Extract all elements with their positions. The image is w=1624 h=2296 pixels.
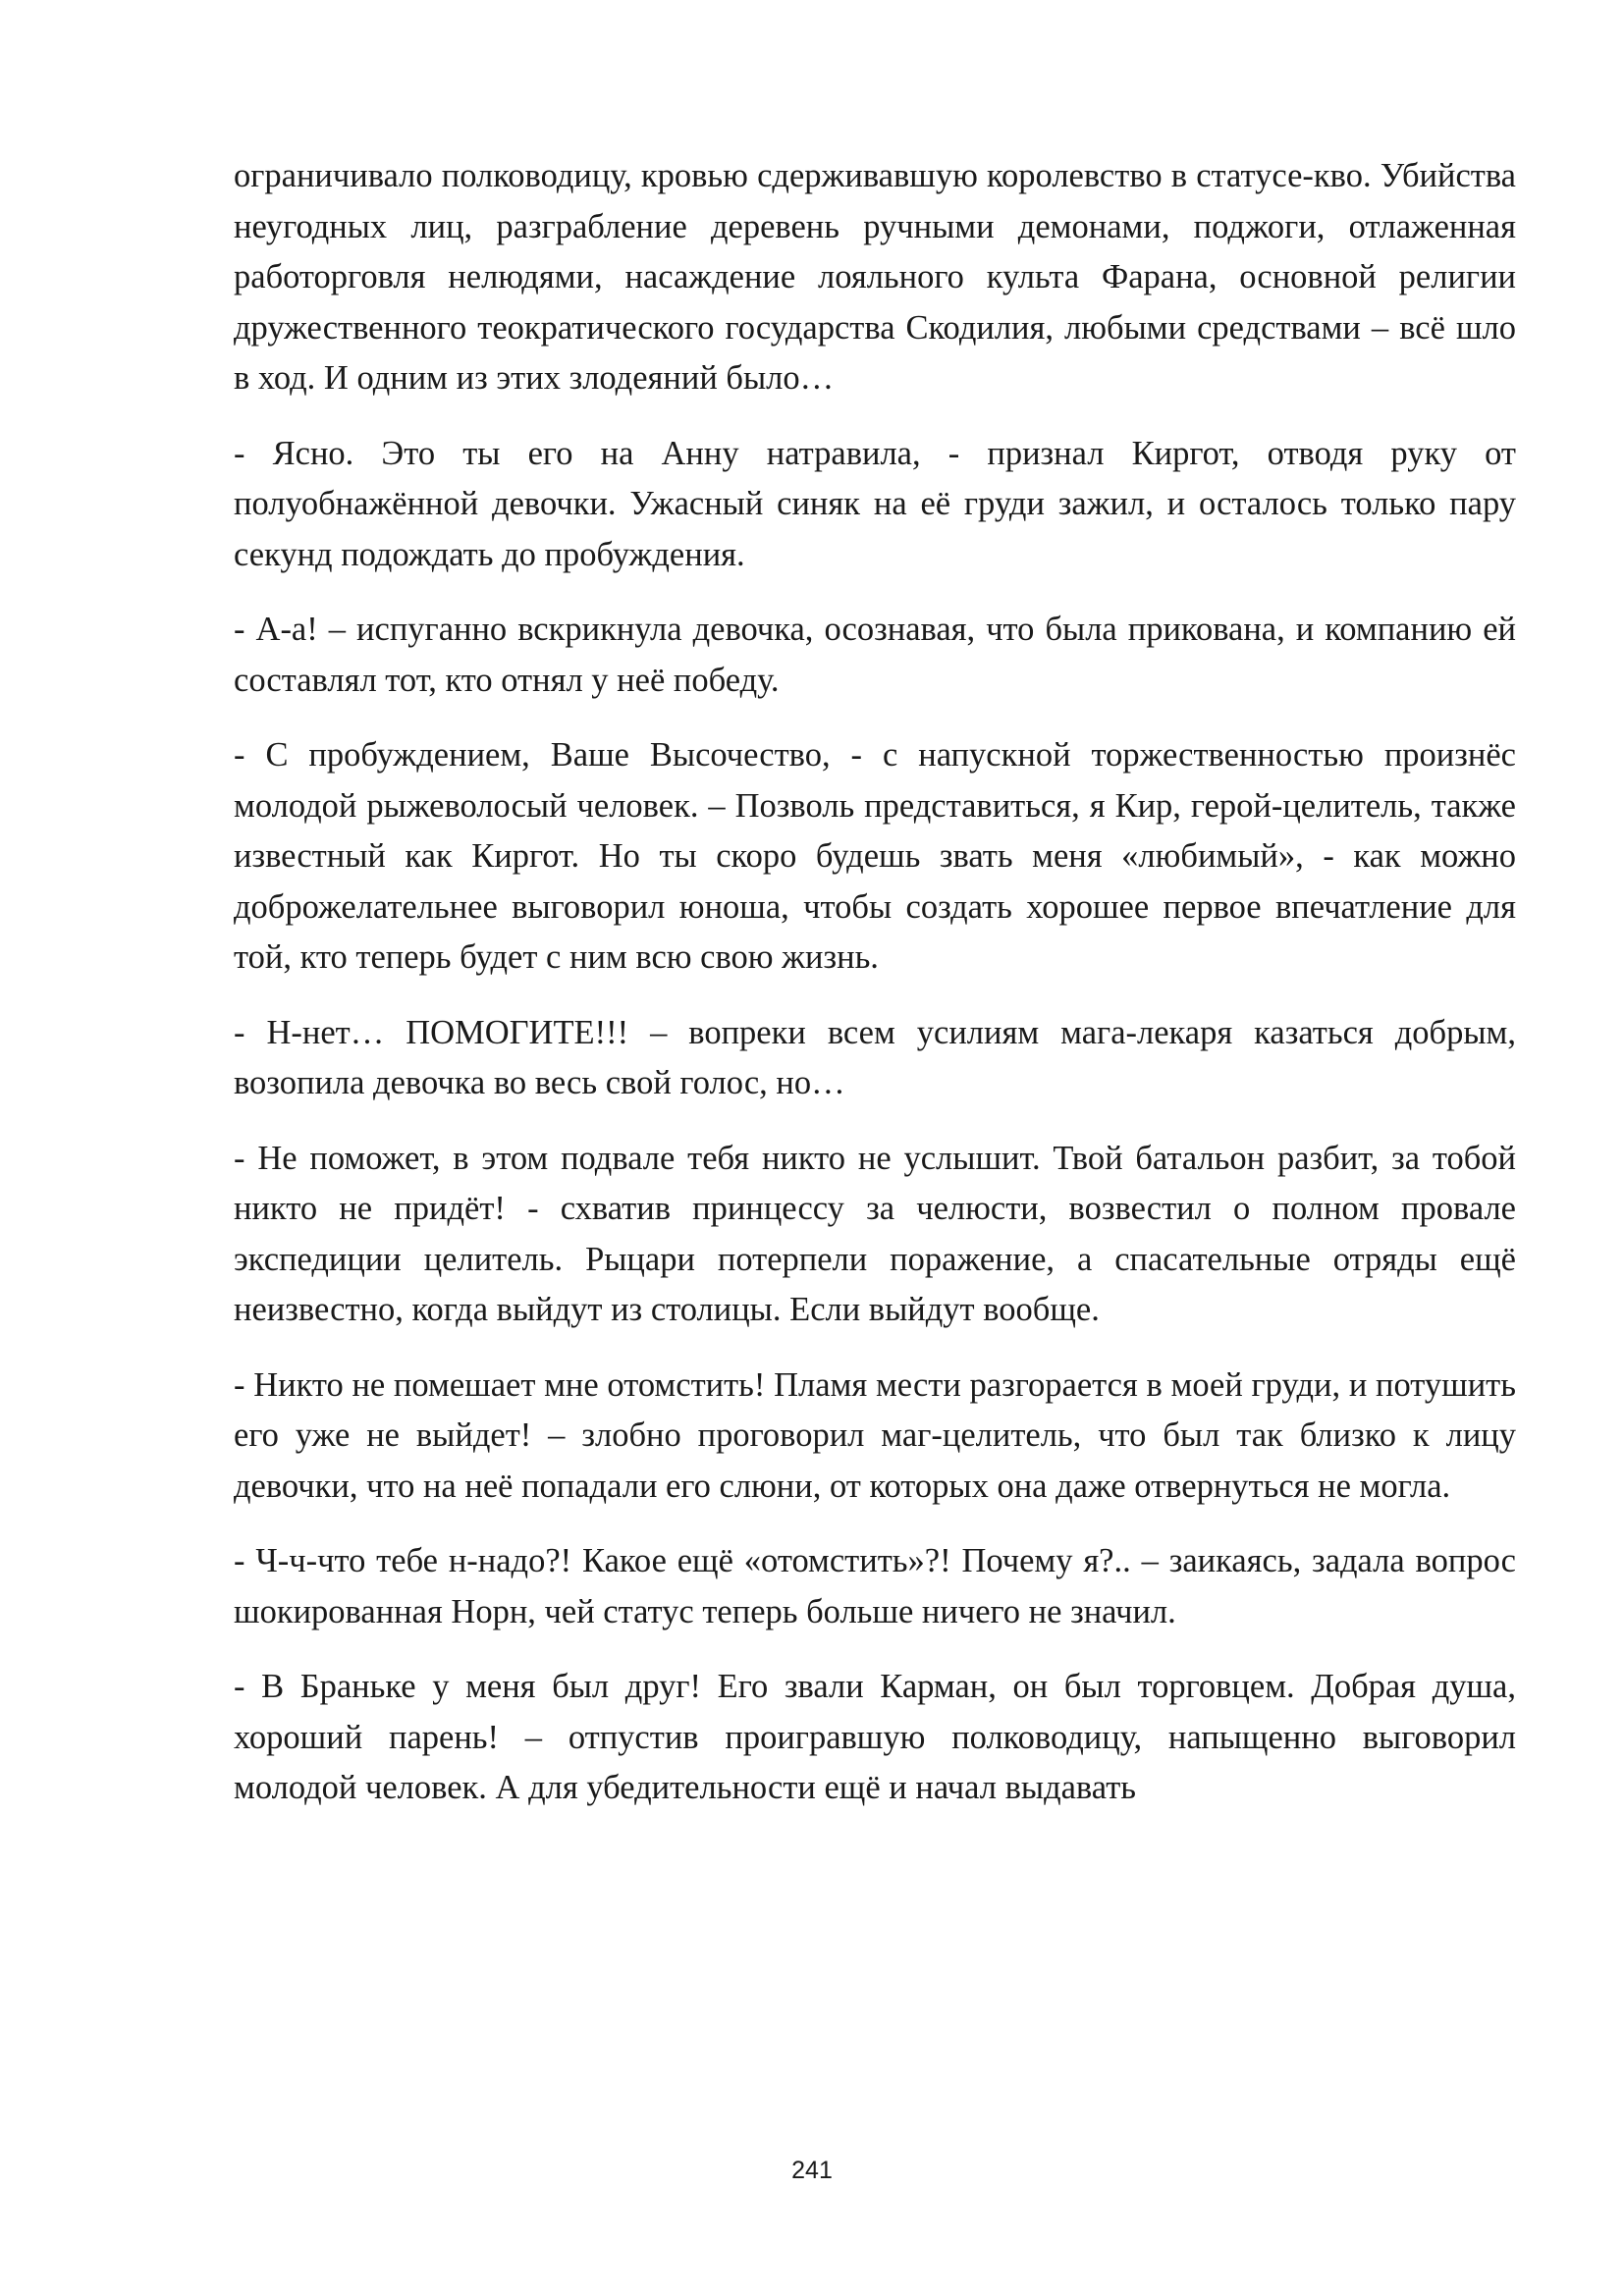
page-number: 241 [791, 2157, 833, 2184]
paragraph: ограничивало полководицу, кровью сдерживавшую королевство в статусе-кво. Убийства неугодных лиц, разграбление деревень ручными демонами, поджоги, отлаженная работорговля нелюдями, насаждение лояльного культа Фарана, основной религии дружественного теократического государства Скодилия, любыми средствами – всё шло в ход. И одним из этих злодеяний было… [234, 157, 1516, 397]
paragraph: - Ч-ч-что тебе н-надо?! Какое ещё «отомстить»?! Почему я?.. – заикаясь, задала вопрос шокированная Норн, чей статус теперь больше ничего не значил. [234, 1542, 1516, 1630]
paragraph: - Ясно. Это ты его на Анну натравила, - признал Киргот, отводя руку от полуобнажённой девочки. Ужасный синяк на её груди зажил, и осталось только пару секунд подождать до пробуждения. [234, 434, 1516, 573]
paragraph: - А-а! – испуганно вскрикнула девочка, осознавая, что была прикована, и компанию ей составлял тот, кто отнял у неё победу. [234, 611, 1516, 699]
paragraph: - В Браньке у меня был друг! Его звали Карман, он был торговцем. Добрая душа, хороший парень! – отпустив проигравшую полководицу, напыщенно выговорил молодой человек. А для убедительности ещё и начал выдавать [234, 1668, 1516, 1806]
paragraph: - Не поможет, в этом подвале тебя никто не услышит. Твой батальон разбит, за тобой никто не придёт! - схватив принцессу за челюсти, возвестил о полном провале экспедиции целитель. Рыцари потерпели поражение, а спасательные отряды ещё неизвестно, когда выйдут из столицы. Если выйдут вообще. [234, 1139, 1516, 1328]
paragraph: - С пробуждением, Ваше Высочество, - с напускной торжественностью произнёс молодой рыжеволосый человек. – Позволь представиться, я Кир, герой-целитель, также известный как Киргот. Но ты скоро будешь звать меня «любимый», - как можно доброжелательнее выговорил юноша, чтобы создать хорошее первое впечатление для той, кто теперь будет с ним всю свою жизнь. [234, 736, 1516, 976]
paragraph: - Н-нет… ПОМОГИТЕ!!! – вопреки всем усилиям мага-лекаря казаться добрым, возопила девочка во весь свой голос, но… [234, 1013, 1516, 1101]
body-text [234, 151, 1516, 1839]
paragraph: - Никто не помешает мне отомстить! Пламя мести разгорается в моей груди, и потушить его уже не выйдет! – злобно проговорил маг-целитель, что был так близко к лицу девочки, что на неё попадали его слюни, от которых она даже отвернуться не могла. [234, 1365, 1516, 1505]
